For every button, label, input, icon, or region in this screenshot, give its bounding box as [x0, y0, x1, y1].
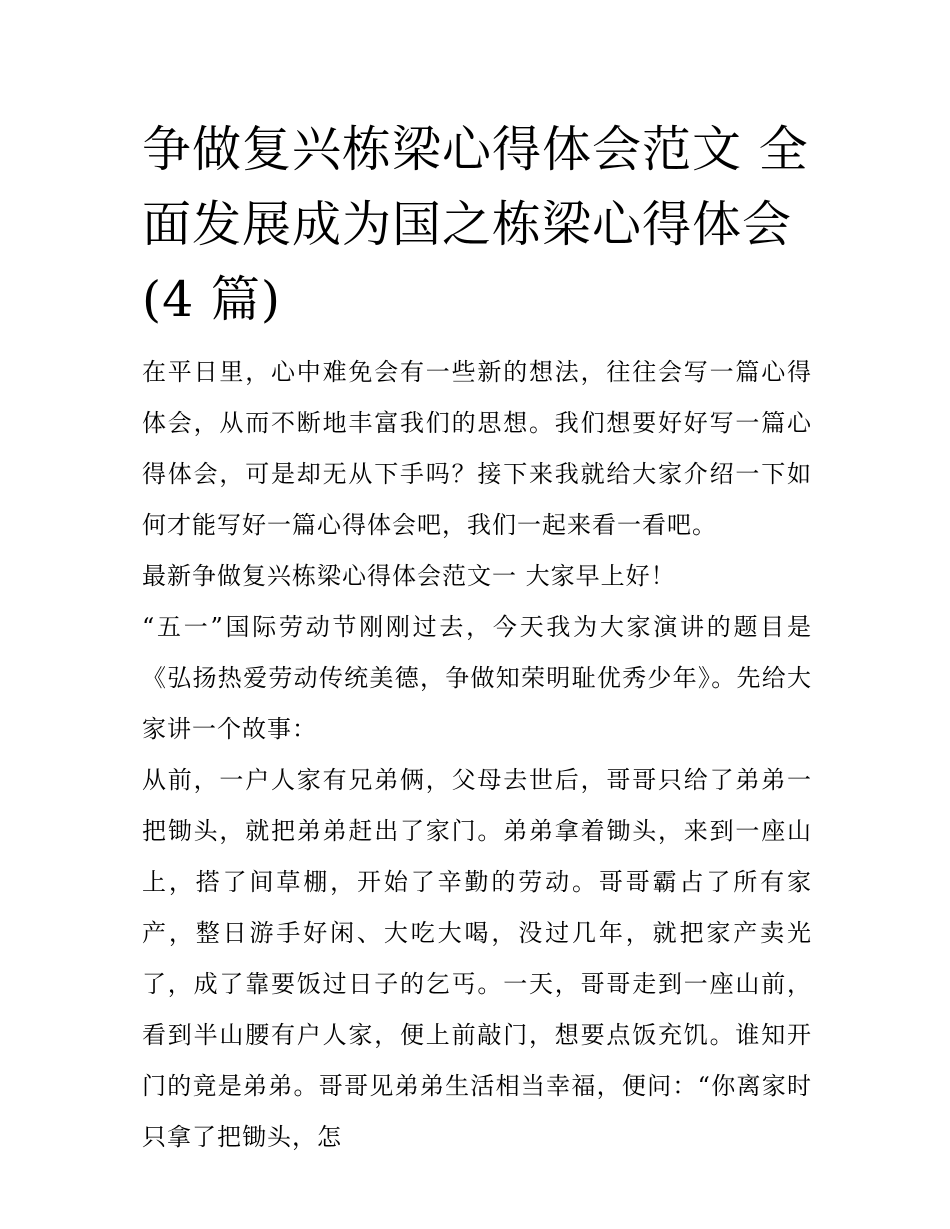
- paragraph-story: 从前，一户人家有兄弟俩，父母去世后，哥哥只给了弟弟一把锄头，就把弟弟赶出了家门。弟弟拿着锄头，来到一座山上，搭了间草棚，开始了辛勤的劳动。哥哥霸占了所有家产，整日游手好闲、大吃大喝，没过几年，就把家产卖光了，成了靠要饭过日子的乞丐。一天，哥哥走到一座山前，看到半山腰有户人家，便上前敲门，想要点饭充饥。谁知开门的竟是弟弟。哥哥见弟弟生活相当幸福，便问：“你离家时只拿了把锄头，怎: [142, 766, 812, 1151]
- document-body: [142, 112, 812, 1163]
- paragraph-intro: 在平日里，心中难免会有一些新的想法，往往会写一篇心得体会，从而不断地丰富我们的思想。我们想要好好写一篇心得体会，可是却无从下手吗？接下来我就给大家介绍一下如何才能写好一篇心得体会吧，我们一起来看一看吧。: [142, 358, 812, 539]
- paragraph-speech-topic: “五一”国际劳动节刚刚过去，今天我为大家演讲的题目是《弘扬热爱劳动传统美德，争做知荣明耻优秀少年》。先给大家讲一个故事：: [142, 613, 812, 743]
- paragraph-section-heading: 最新争做复兴栋梁心得体会范文一 大家早上好！: [142, 562, 676, 590]
- document-title: 争做复兴栋梁心得体会范文 全面发展成为国之栋梁心得体会(4 篇): [142, 121, 809, 328]
